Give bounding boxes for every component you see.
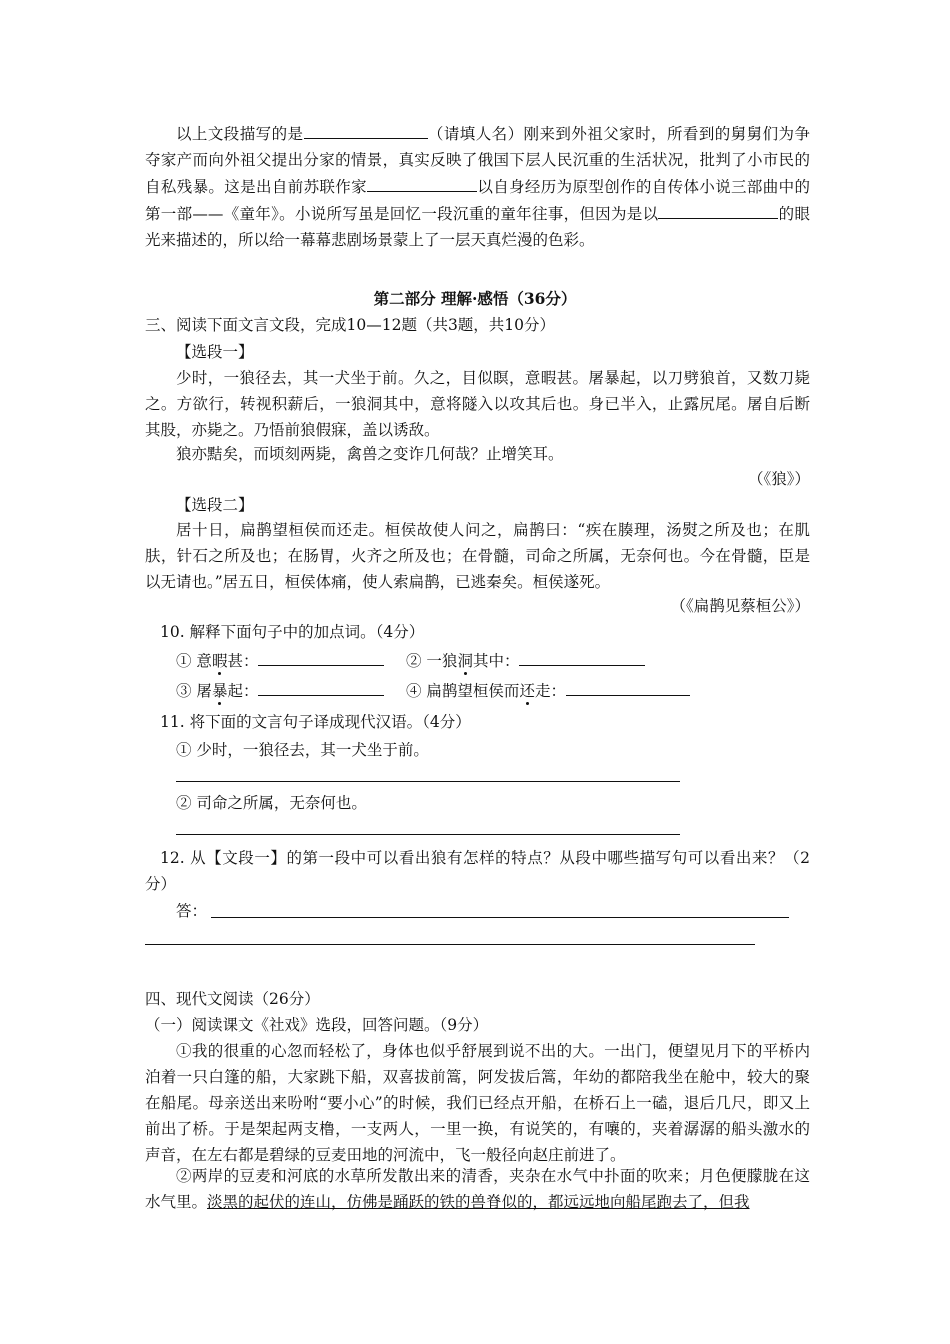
q10-item-3 xyxy=(176,677,384,704)
question-12-stem: 12. 从【文段一】的第一段中可以看出狼有怎样的特点？从段中哪些描写句可以看出来？（2分） xyxy=(145,849,810,893)
reading-paragraph-1: ①我的很重的心忽而轻松了，身体也似乎舒展到说不出的大。一出门，便望见月下的平桥内泊着一只白篷的船，大家跳下船，双喜拔前篙，阿发拔后篙，年幼的都陪我坐在舱中，较大的聚在船尾。母亲送出来吩咐“要小心”的时候，我们已经点开船，在桥石上一磕，退后几尺，即又上前出了桥。于是架起两支橹，一支两人，一里一换，有说笑的，有嚷的，夹着潺潺的船头激水的声音，在左右都是碧绿的豆麦田地的河流中，飞一般径向赵庄前进了。 xyxy=(145,1042,810,1164)
answer-blank-author[interactable] xyxy=(367,173,477,192)
selection-one-source: （《狼》） xyxy=(747,470,810,488)
reading-paragraph-2-underlined: 淡黑的起伏的连山，仿佛是踊跃的铁的兽脊似的，都远远地向船尾跑去了，但我 xyxy=(207,1193,750,1211)
q11-sentence-1: ① 少时，一狼径去，其一犬坐于前。 xyxy=(176,741,429,759)
q10-item-1 xyxy=(176,647,384,674)
q10-item-3-pre: ③ 屠 xyxy=(176,682,212,700)
q12-answer-line-1[interactable] xyxy=(211,917,789,918)
question-11-stem: 11. 将下面的文言句子译成现代汉语。（4分） xyxy=(160,713,471,731)
q10-item-4-dotted-word: 还 xyxy=(519,682,535,700)
answer-blank-name[interactable] xyxy=(304,120,428,139)
intro-paragraph xyxy=(145,120,810,253)
q10-item-1-pre: ① 意 xyxy=(176,652,212,670)
selection-two-source: （《扁鹊见蔡桓公》） xyxy=(670,597,810,615)
intro-text-1: 以上文段描写的是 xyxy=(176,125,304,143)
reading-paragraph-2-text: ②两岸的豆麦和河底的水草所发散出来的清香，夹杂在水气中扑面的吹来；月色便朦胧在这水气里。 xyxy=(145,1167,810,1211)
part-two-title: 第二部分 理解·感悟（36分） xyxy=(373,289,577,308)
q10-item-3-post: 起： xyxy=(227,682,259,700)
q10-item-2 xyxy=(406,647,645,674)
section-three-heading: 三、阅读下面文言文段，完成10—12题（共3题，共10分） xyxy=(145,316,556,334)
q11-answer-line-2[interactable] xyxy=(176,834,680,835)
intro-text-2: （请填人名）刚来到外祖父家时，所看到的舅舅们为争夺家产而向外祖父提出分家的情景，真实反映了俄国下层人民沉重的生活状况，批判了小市民的自私残暴。这是出自前苏联作家 xyxy=(145,125,810,196)
q10-answer-blank-1[interactable] xyxy=(258,647,384,666)
q12-answer-label: 答： xyxy=(176,902,208,920)
intro-text-3: 以自身经历为原型创作的自传体小说三部曲中的第一部——《童年》。小说所写虽是回忆一段沉重的童年往事，但因为是以 xyxy=(145,178,810,223)
q10-item-4 xyxy=(406,677,690,704)
q10-answer-blank-3[interactable] xyxy=(258,677,384,696)
section-four-subheading: （一）阅读课文《社戏》选段，回答问题。（9分） xyxy=(145,1016,489,1034)
selection-one-paragraph-2: 狼亦黠矣，而顷刻两毙，禽兽之变诈几何哉？止增笑耳。 xyxy=(176,445,564,463)
section-four-heading: 四、现代文阅读（26分） xyxy=(145,990,320,1008)
q10-item-4-pre: ④ 扁鹊望桓侯而 xyxy=(406,682,520,700)
q10-item-4-post: 走： xyxy=(534,682,566,700)
q10-item-2-post: 其中： xyxy=(472,652,520,670)
q10-answer-blank-2[interactable] xyxy=(519,647,645,666)
q10-item-2-pre: ② 一狼 xyxy=(406,652,458,670)
q10-item-1-post: 甚： xyxy=(227,652,259,670)
q10-item-3-dotted-word: 暴 xyxy=(211,682,228,700)
question-10-stem: 10. 解释下面句子中的加点词。（4分） xyxy=(160,623,425,641)
selection-two-label: 【选段二】 xyxy=(176,496,254,514)
answer-blank-perspective-a[interactable] xyxy=(658,200,688,219)
answer-blank-perspective-b[interactable] xyxy=(688,200,778,219)
q12-answer-line-2[interactable] xyxy=(145,944,755,945)
intro-text-4: 的眼光来描述的，所以给一幕幕悲剧场景蒙上了一层天真烂漫的色彩。 xyxy=(145,205,810,249)
q10-answer-blank-4[interactable] xyxy=(566,677,690,696)
selection-one-paragraph-1: 少时，一狼径去，其一犬坐于前。久之，目似瞑，意暇甚。屠暴起，以刀劈狼首，又数刀毙之。方欲行，转视积薪后，一狼洞其中，意将隧入以攻其后也。身已半入，止露尻尾。屠自后断其股，亦毙之。乃悟前狼假寐，盖以诱敌。 xyxy=(145,369,810,439)
selection-two-paragraph: 居十日，扁鹊望桓侯而还走。桓侯故使人问之，扁鹊曰：“疾在腠理，汤熨之所及也；在肌肤，针石之所及也；在肠胃，火齐之所及也；在骨髓，司命之所属，无奈何也。今在骨髓，臣是以无请也。”居五日，桓侯体痛，使人索扁鹊，已逃秦矣。桓侯遂死。 xyxy=(145,521,810,591)
q10-item-2-dotted-word: 洞 xyxy=(457,652,473,670)
reading-paragraph-2 xyxy=(145,1163,810,1215)
selection-one-label: 【选段一】 xyxy=(176,343,254,361)
q10-item-1-dotted-word: 暇 xyxy=(211,652,228,670)
q11-answer-line-1[interactable] xyxy=(176,781,680,782)
q11-sentence-2: ② 司命之所属，无奈何也。 xyxy=(176,794,367,812)
